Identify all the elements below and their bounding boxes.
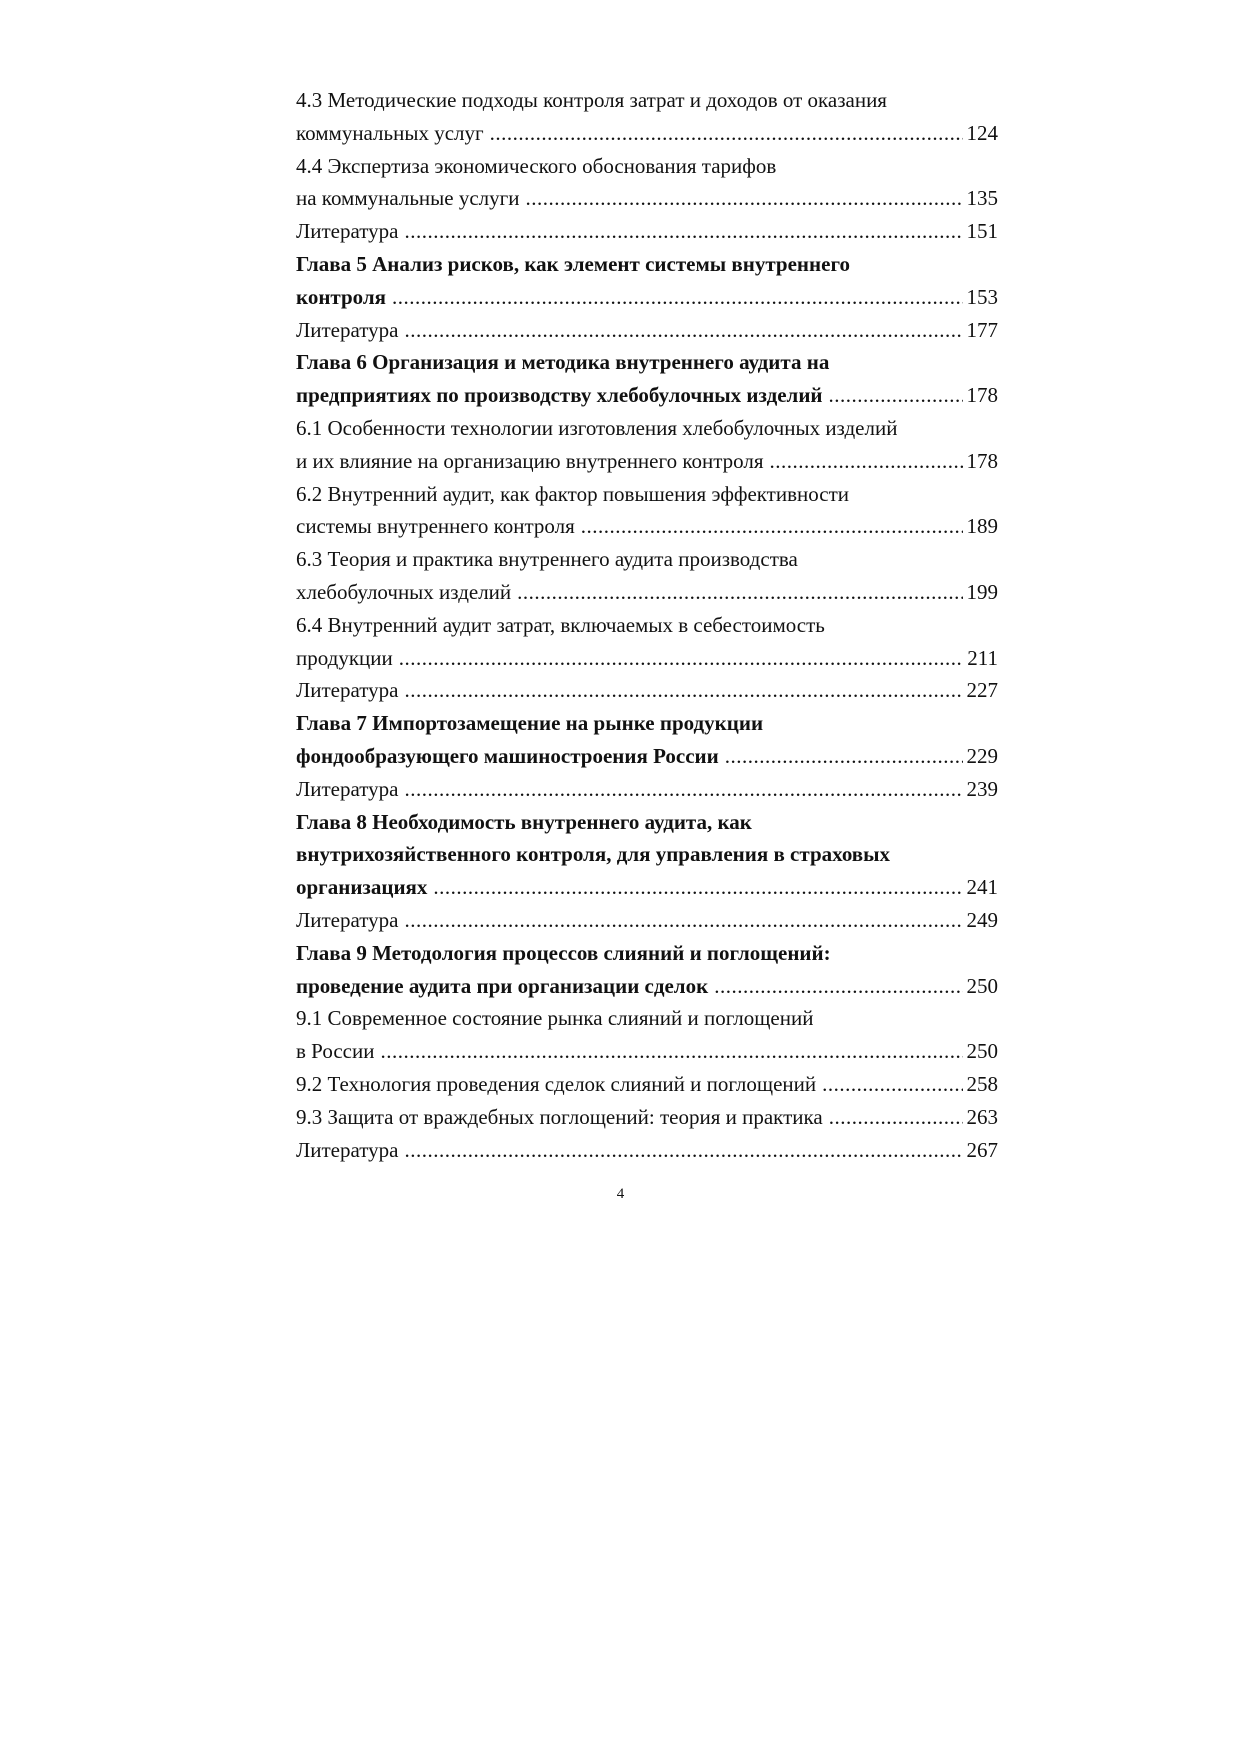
toc-dot-leader: [725, 740, 963, 773]
toc-entry: [296, 642, 998, 675]
toc-dot-leader: [404, 674, 962, 707]
toc-entry-title: предприятиях по производству хлебобулочных изделий: [296, 383, 823, 408]
toc-entry-title: системы внутреннего контроля: [296, 514, 575, 539]
toc-entry-title: 9.2 Технология проведения сделок слияний и поглощений: [296, 1071, 817, 1096]
toc-dot-leader: [581, 510, 963, 543]
table-of-contents: [296, 84, 998, 1166]
toc-dot-leader: [517, 576, 962, 609]
toc-entry-title: контроля: [296, 284, 387, 309]
toc-dot-leader: [404, 215, 962, 248]
toc-entry-title: 6.1 Особенности технологии изготовления хлебобулочных изделий: [296, 415, 898, 440]
toc-entry-title: Глава 7 Импортозамещение на рынке продукции: [296, 711, 764, 736]
toc-entry-title: Глава 8 Необходимость внутреннего аудита, как: [296, 809, 752, 834]
toc-entry-page: 241: [966, 875, 998, 900]
toc-entry: [296, 904, 998, 937]
toc-entry-title: коммунальных услуг: [296, 120, 484, 145]
toc-dot-leader: [404, 1134, 962, 1167]
toc-entry-title: внутрихозяйственного контроля, для управления в страховых: [296, 842, 891, 867]
toc-dot-leader: [714, 970, 962, 1003]
toc-entry-page: 229: [966, 743, 998, 768]
toc-dot-leader: [490, 117, 963, 150]
toc-dot-leader: [380, 1035, 962, 1068]
toc-entry-title: Литература: [296, 1137, 399, 1162]
toc-entry-title: 6.3 Теория и практика внутреннего аудита производства: [296, 547, 798, 572]
toc-dot-leader: [829, 1101, 963, 1134]
toc-dot-leader: [829, 379, 963, 412]
toc-entry-title: фондообразующего машиностроения России: [296, 743, 719, 768]
toc-dot-leader: [404, 904, 962, 937]
toc-entry-title: хлебобулочных изделий: [296, 579, 512, 604]
toc-entry-title: Глава 9 Методология процессов слияний и поглощений:: [296, 940, 831, 965]
toc-entry: [296, 1002, 998, 1035]
toc-entry-page: 263: [966, 1104, 998, 1129]
toc-entry: [296, 84, 998, 117]
toc-entry: [296, 773, 998, 806]
toc-entry-title: Глава 5 Анализ рисков, как элемент системы внутреннего: [296, 251, 850, 276]
toc-entry: [296, 1068, 998, 1101]
page-number: 4: [616, 1186, 625, 1202]
toc-entry-page: 135: [966, 186, 998, 211]
toc-entry-page: 177: [966, 317, 998, 342]
toc-entry-title: 4.4 Экспертиза экономического обоснования тарифов: [296, 153, 777, 178]
toc-entry-page: 153: [966, 284, 998, 309]
toc-entry-page: 258: [966, 1071, 998, 1096]
toc-entry-page: 124: [966, 120, 998, 145]
toc-entry-page: 267: [966, 1137, 998, 1162]
toc-entry-title: 4.3 Методические подходы контроля затрат и доходов от оказания: [296, 88, 887, 112]
toc-entry-title: Литература: [296, 317, 399, 342]
toc-entry-title: проведение аудита при организации сделок: [296, 973, 709, 998]
toc-entry: [296, 445, 998, 478]
toc-entry: [296, 215, 998, 248]
toc-dot-leader: [404, 773, 962, 806]
toc-entry: [296, 281, 998, 314]
toc-entry-page: 199: [966, 579, 998, 604]
toc-entry-title: на коммунальные услуги: [296, 186, 520, 211]
toc-entry: [296, 346, 998, 379]
toc-entry: [296, 970, 998, 1003]
toc-entry-page: 178: [966, 448, 998, 473]
toc-entry-title: Литература: [296, 219, 399, 244]
toc-entry-title: и их влияние на организацию внутреннего контроля: [296, 448, 764, 473]
toc-dot-leader: [822, 1068, 962, 1101]
toc-entry-page: 151: [966, 219, 998, 244]
toc-dot-leader: [770, 445, 963, 478]
toc-entry: [296, 576, 998, 609]
toc-dot-leader: [526, 182, 963, 215]
toc-entry-page: 239: [966, 776, 998, 801]
toc-entry-title: 9.1 Современное состояние рынка слияний и поглощений: [296, 1006, 814, 1031]
toc-entry: [296, 838, 998, 871]
toc-entry-page: 189: [966, 514, 998, 539]
toc-entry-title: Литература: [296, 776, 399, 801]
toc-entry: [296, 478, 998, 511]
toc-entry-title: 6.2 Внутренний аудит, как фактор повышения эффективности: [296, 481, 850, 506]
toc-entry: [296, 1134, 998, 1167]
toc-entry-page: 249: [966, 907, 998, 932]
toc-entry-title: Литература: [296, 907, 399, 932]
toc-entry: [296, 707, 998, 740]
toc-entry: [296, 806, 998, 839]
toc-entry: [296, 1035, 998, 1068]
toc-entry-page: 227: [966, 678, 998, 703]
toc-entry: [296, 150, 998, 183]
toc-entry: [296, 543, 998, 576]
toc-dot-leader: [404, 314, 962, 347]
toc-entry-title: Литература: [296, 678, 399, 703]
toc-entry-page: 250: [966, 973, 998, 998]
toc-entry: [296, 1101, 998, 1134]
toc-entry: [296, 379, 998, 412]
toc-entry-title: Глава 6 Организация и методика внутреннего аудита на: [296, 350, 830, 375]
toc-dot-leader: [392, 281, 962, 314]
toc-entry: [296, 871, 998, 904]
toc-entry: [296, 412, 998, 445]
toc-entry-page: 250: [966, 1039, 998, 1064]
toc-entry: [296, 740, 998, 773]
toc-entry-page: 178: [966, 383, 998, 408]
toc-entry: [296, 182, 998, 215]
toc-entry-page: 211: [967, 645, 998, 670]
toc-dot-leader: [399, 642, 964, 675]
toc-entry-title: в России: [296, 1039, 375, 1064]
toc-entry: [296, 510, 998, 543]
toc-entry: [296, 609, 998, 642]
toc-entry-title: организациях: [296, 875, 428, 900]
toc-entry: [296, 937, 998, 970]
toc-entry-title: продукции: [296, 645, 393, 670]
toc-entry-title: 9.3 Защита от враждебных поглощений: теория и практика: [296, 1104, 823, 1129]
toc-entry: [296, 117, 998, 150]
toc-dot-leader: [433, 871, 962, 904]
toc-entry-title: 6.4 Внутренний аудит затрат, включаемых в себестоимость: [296, 612, 825, 637]
toc-entry: [296, 314, 998, 347]
toc-entry: [296, 674, 998, 707]
toc-entry: [296, 248, 998, 281]
